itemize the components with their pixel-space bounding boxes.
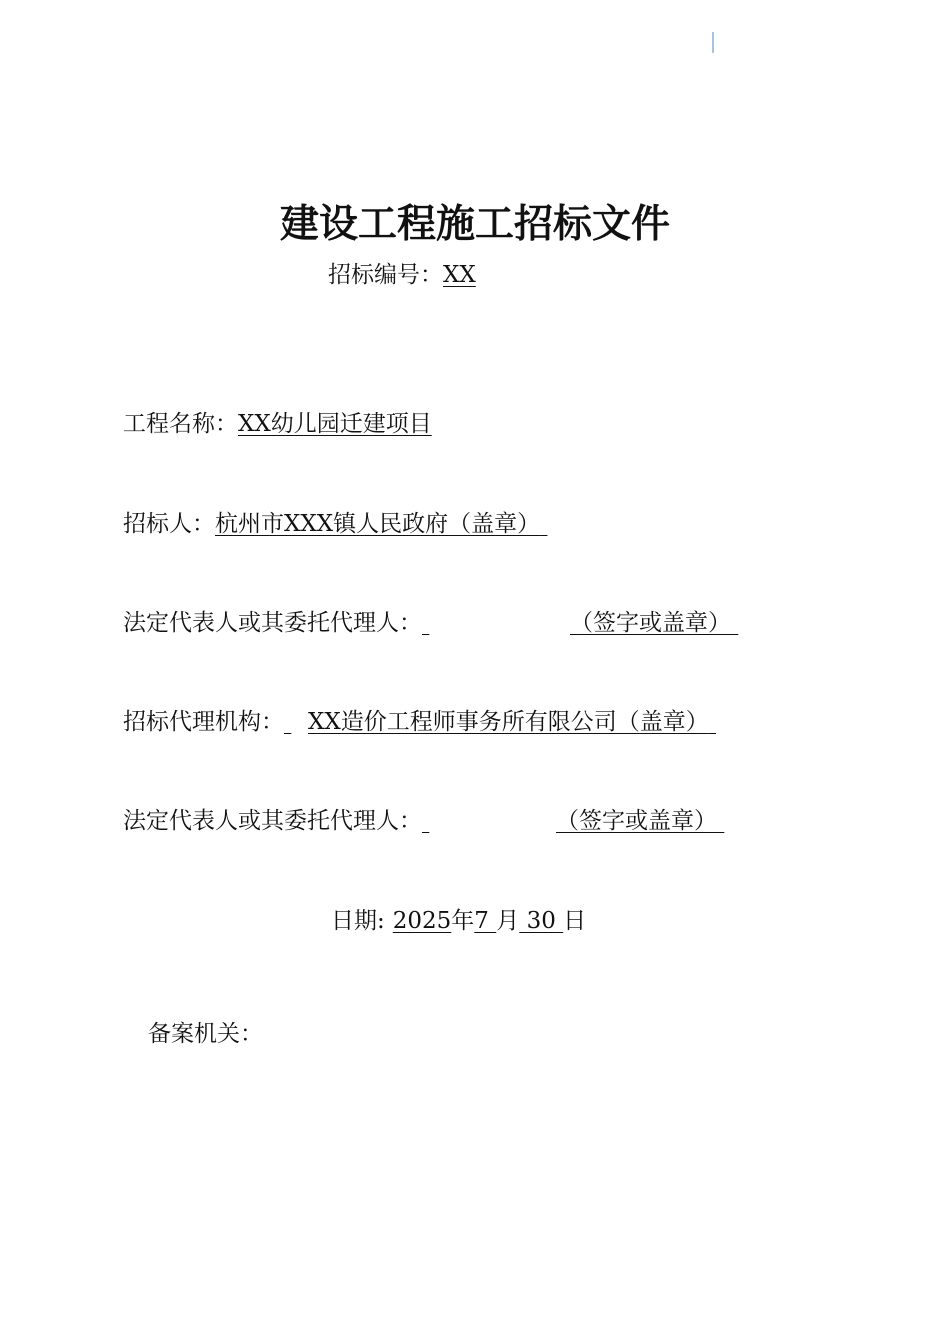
agency-representative-suffix: （签字或盖章） — [556, 808, 717, 834]
agency-leading-blank — [284, 706, 308, 738]
tenderer-representative-suffix: （签字或盖章） — [570, 610, 731, 636]
tender-number-label: 招标编号： — [328, 262, 443, 288]
tenderer-trailing-blank — [540, 508, 547, 540]
agency-value: XX造价工程师事务所有限公司（盖章） — [308, 709, 709, 735]
tenderer-representative-trailing-blank — [731, 607, 738, 639]
filing-authority-label: 备案机关： — [148, 1021, 263, 1047]
date-row — [331, 905, 586, 937]
tenderer-row — [123, 508, 547, 540]
date-day-lead-blank — [519, 905, 526, 937]
agency-row — [123, 706, 716, 738]
agency-label: 招标代理机构： — [123, 709, 284, 735]
project-name-row — [123, 408, 432, 440]
date-day: 30 — [526, 908, 556, 934]
tenderer-representative-label: 法定代表人或其委托代理人： — [123, 610, 422, 636]
date-month: 7 — [474, 908, 489, 934]
tenderer-label: 招标人： — [123, 511, 215, 537]
agency-representative-trailing-blank — [717, 805, 724, 837]
tender-number-row — [328, 259, 476, 291]
date-day-unit: 日 — [563, 908, 587, 934]
text-cursor — [712, 32, 714, 53]
tenderer-representative-row — [123, 607, 738, 639]
agency-representative-signature-blank — [422, 805, 556, 837]
agency-representative-label: 法定代表人或其委托代理人： — [123, 808, 422, 834]
date-year: 2025 — [392, 908, 452, 934]
date-month-unit: 月 — [496, 908, 520, 934]
document-title: 建设工程施工招标文件 — [279, 201, 670, 247]
agency-trailing-blank — [709, 706, 716, 738]
project-name-value: XX幼儿园迁建项目 — [238, 411, 432, 437]
tenderer-representative-signature-blank — [422, 607, 570, 639]
date-year-unit: 年 — [451, 908, 475, 934]
filing-authority-row — [148, 1018, 263, 1050]
agency-representative-row — [123, 805, 724, 837]
project-name-label: 工程名称： — [123, 411, 238, 437]
date-label: 日期: — [331, 908, 385, 934]
tenderer-value: 杭州市XXX镇人民政府（盖章） — [215, 511, 541, 537]
tender-number-value: XX — [443, 262, 476, 288]
